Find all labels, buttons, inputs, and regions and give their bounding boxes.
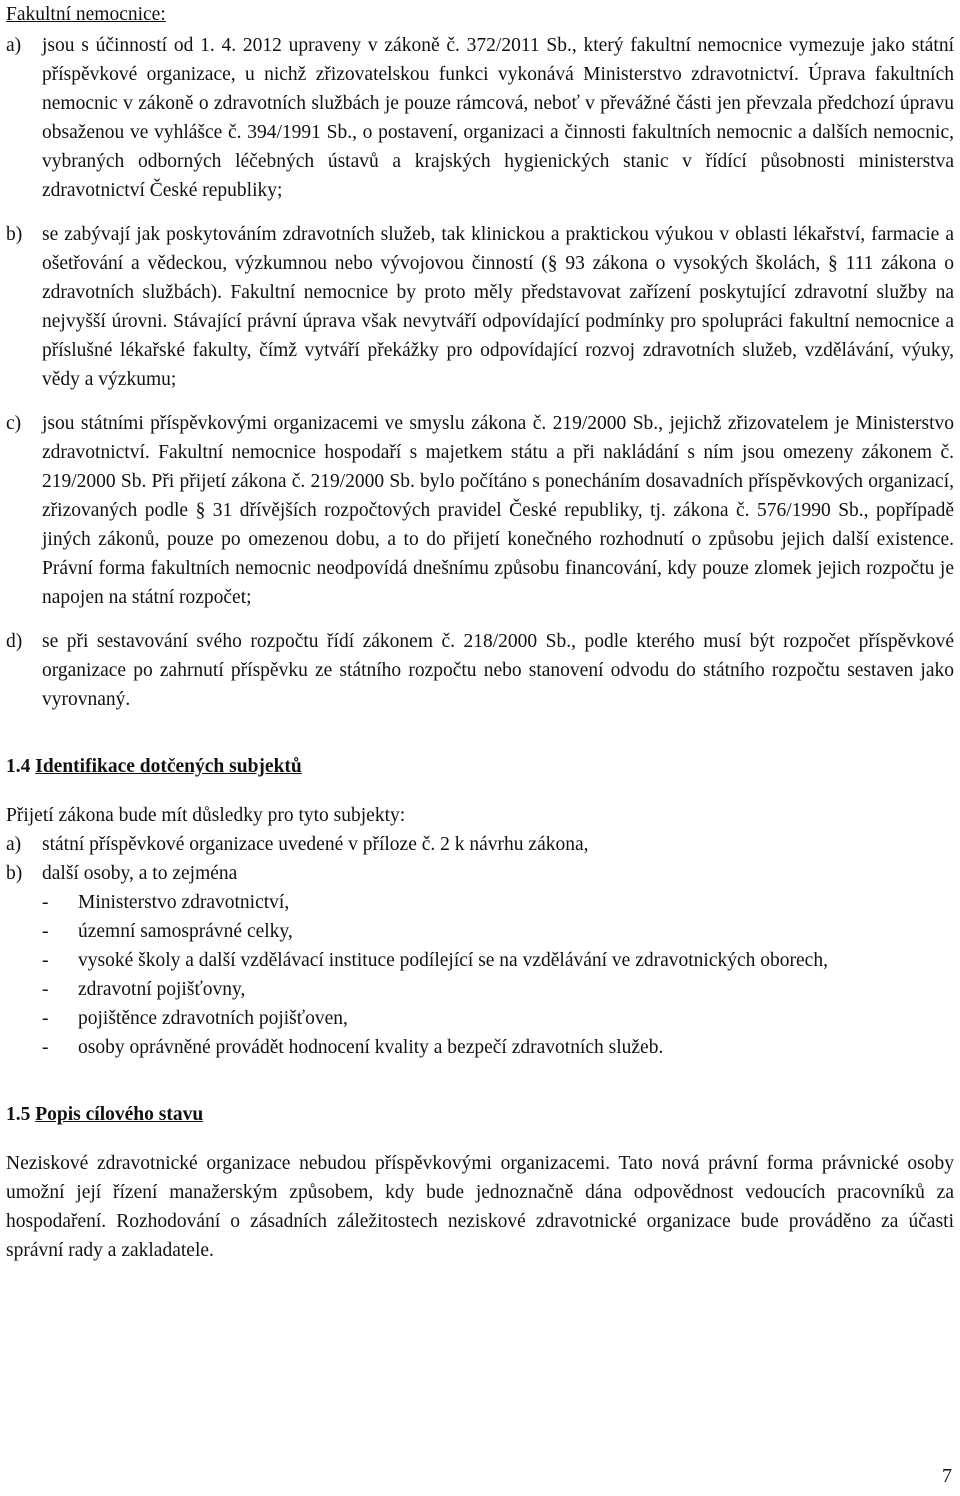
list-item-text: se při sestavování svého rozpočtu řídí zákonem č. 218/2000 Sb., podle kterého musí být rozpočet příspěvkové organizace po zahrnutí příspěvku ze státního rozpočtu nebo stanovení odvodu do státního rozpočtu sestaven jako vyrovnaný. (42, 631, 954, 710)
list-marker: d) (6, 631, 23, 652)
list-item (6, 409, 954, 612)
dash-item (42, 917, 954, 946)
section-text: Neziskové zdravotnické organizace nebudou příspěvkovými organizacemi. Tato nová právní forma právnické osoby umožní její řízení manažerským způsobem, kdy bude jednoznačně dána odpovědnost vedoucích pracovníků za hospodaření. Rozhodování o zásadních záležitostech neziskové zdravotnické organizace bude prováděno za účasti správní rady a zakladatele. (6, 1153, 954, 1261)
section-number: 1.5 (6, 1104, 31, 1125)
section-number: 1.4 (6, 756, 31, 777)
list-item (6, 627, 954, 714)
subject-text: státní příspěvkové organizace uvedené v příloze č. 2 k návrhu zákona, (42, 834, 589, 855)
section-title: Identifikace dotčených subjektů (35, 756, 302, 777)
section-heading-1-5 (6, 1100, 954, 1129)
list-marker: b) (6, 863, 23, 884)
dash-marker: - (42, 979, 49, 1000)
dash-marker: - (42, 1037, 49, 1058)
list-item-text: jsou s účinností od 1. 4. 2012 upraveny v zákoně č. 372/2011 Sb., který fakultní nemocnice vymezuje jako státní příspěvkové organizace, u nichž zřizovatelskou funkci vykonává Ministerstvo zdravotnictví. Úprava fakultních nemocnic v zákoně o zdravotních službách je pouze rámcová, neboť v převážné části jen převzala předchozí úpravu obsaženou ve vyhlášce č. 394/1991 Sb., o postavení, organizaci a činnosti fakultních nemocnic a dalších nemocnic, vybraných odborných léčebných ústavů a krajských hygienických stanic v řídící působnosti ministerstva zdravotnictví České republiky; (42, 35, 954, 201)
list-marker: c) (6, 413, 22, 434)
dash-marker: - (42, 921, 49, 942)
list-marker: b) (6, 224, 23, 245)
dash-item (42, 1004, 954, 1033)
dash-item-text: Ministerstvo zdravotnictví, (78, 892, 290, 913)
section-lead: Přijetí zákona bude mít důsledky pro tyto subjekty: (6, 805, 406, 826)
dash-item-text: osoby oprávněné provádět hodnocení kvality a bezpečí zdravotních služeb. (78, 1037, 664, 1058)
dash-item-text: zdravotní pojišťovny, (78, 979, 246, 1000)
faculty-hospital-list (6, 31, 954, 714)
dash-item (42, 1033, 954, 1062)
dash-item-text: pojištěnce zdravotních pojišťoven, (78, 1008, 348, 1029)
dash-marker: - (42, 892, 49, 913)
dash-item-text: vysoké školy a další vzdělávací instituce podílející se na vzdělávání ve zdravotnických oborech, (78, 950, 828, 971)
intro-label: Fakultní nemocnice: (6, 4, 166, 25)
subject-text: další osoby, a to zejména (42, 863, 238, 884)
subject-item-b (6, 859, 954, 888)
dash-marker: - (42, 950, 49, 971)
dash-item (42, 946, 954, 975)
page-number: 7 (942, 1465, 952, 1487)
dash-marker: - (42, 1008, 49, 1029)
dash-list (6, 888, 954, 1062)
list-marker: a) (6, 35, 22, 56)
dash-item (42, 975, 954, 1004)
list-item (6, 31, 954, 205)
section-heading-1-4 (6, 752, 954, 781)
dash-item-text: územní samosprávné celky, (78, 921, 293, 942)
list-item (6, 220, 954, 394)
subject-item-a (6, 830, 954, 859)
list-item-text: se zabývají jak poskytováním zdravotních služeb, tak klinickou a praktickou výukou v oblasti lékařství, farmacie a ošetřování a vědeckou, výzkumnou nebo vývojovou činností (§ 93 zákona o vysokých školách, § 111 zákona o zdravotních službách). Fakultní nemocnice by proto měly představovat zařízení poskytující zdravotní služby na nejvyšší úrovni. Stávající právní úprava však nevytváří odpovídající podmínky pro spolupráci fakultní nemocnice a příslušné lékařské fakulty, čímž vytváří překážky pro odpovídající rozvoj zdravotních služeb, vzdělávání, výuky, vědy a výzkumu; (42, 224, 954, 390)
section-title: Popis cílového stavu (35, 1104, 204, 1125)
dash-item (42, 888, 954, 917)
list-marker: a) (6, 834, 22, 855)
list-item-text: jsou státními příspěvkovými organizacemi ve smyslu zákona č. 219/2000 Sb., jejichž zřizovatelem je Ministerstvo zdravotnictví. Fakultní nemocnice hospodaří s majetkem státu a při nakládání s ním jsou omezeny zákonem č. 219/2000 Sb. Při přijetí zákona č. 219/2000 Sb. bylo počítáno s ponecháním dosavadních příspěvkových organizací, zřizovaných podle § 31 dřívějších rozpočtových pravidel České republiky, tj. zákona č. 576/1990 Sb., popřípadě jiných zákonů, pouze po omezenou dobu, a to do přijetí konečného rozhodnutí o způsobu jejich další existence. Právní forma fakultních nemocnic neodpovídá dnešnímu způsobu financování, kdy pouze zlomek jejich rozpočtu je napojen na státní rozpočet; (42, 413, 954, 608)
